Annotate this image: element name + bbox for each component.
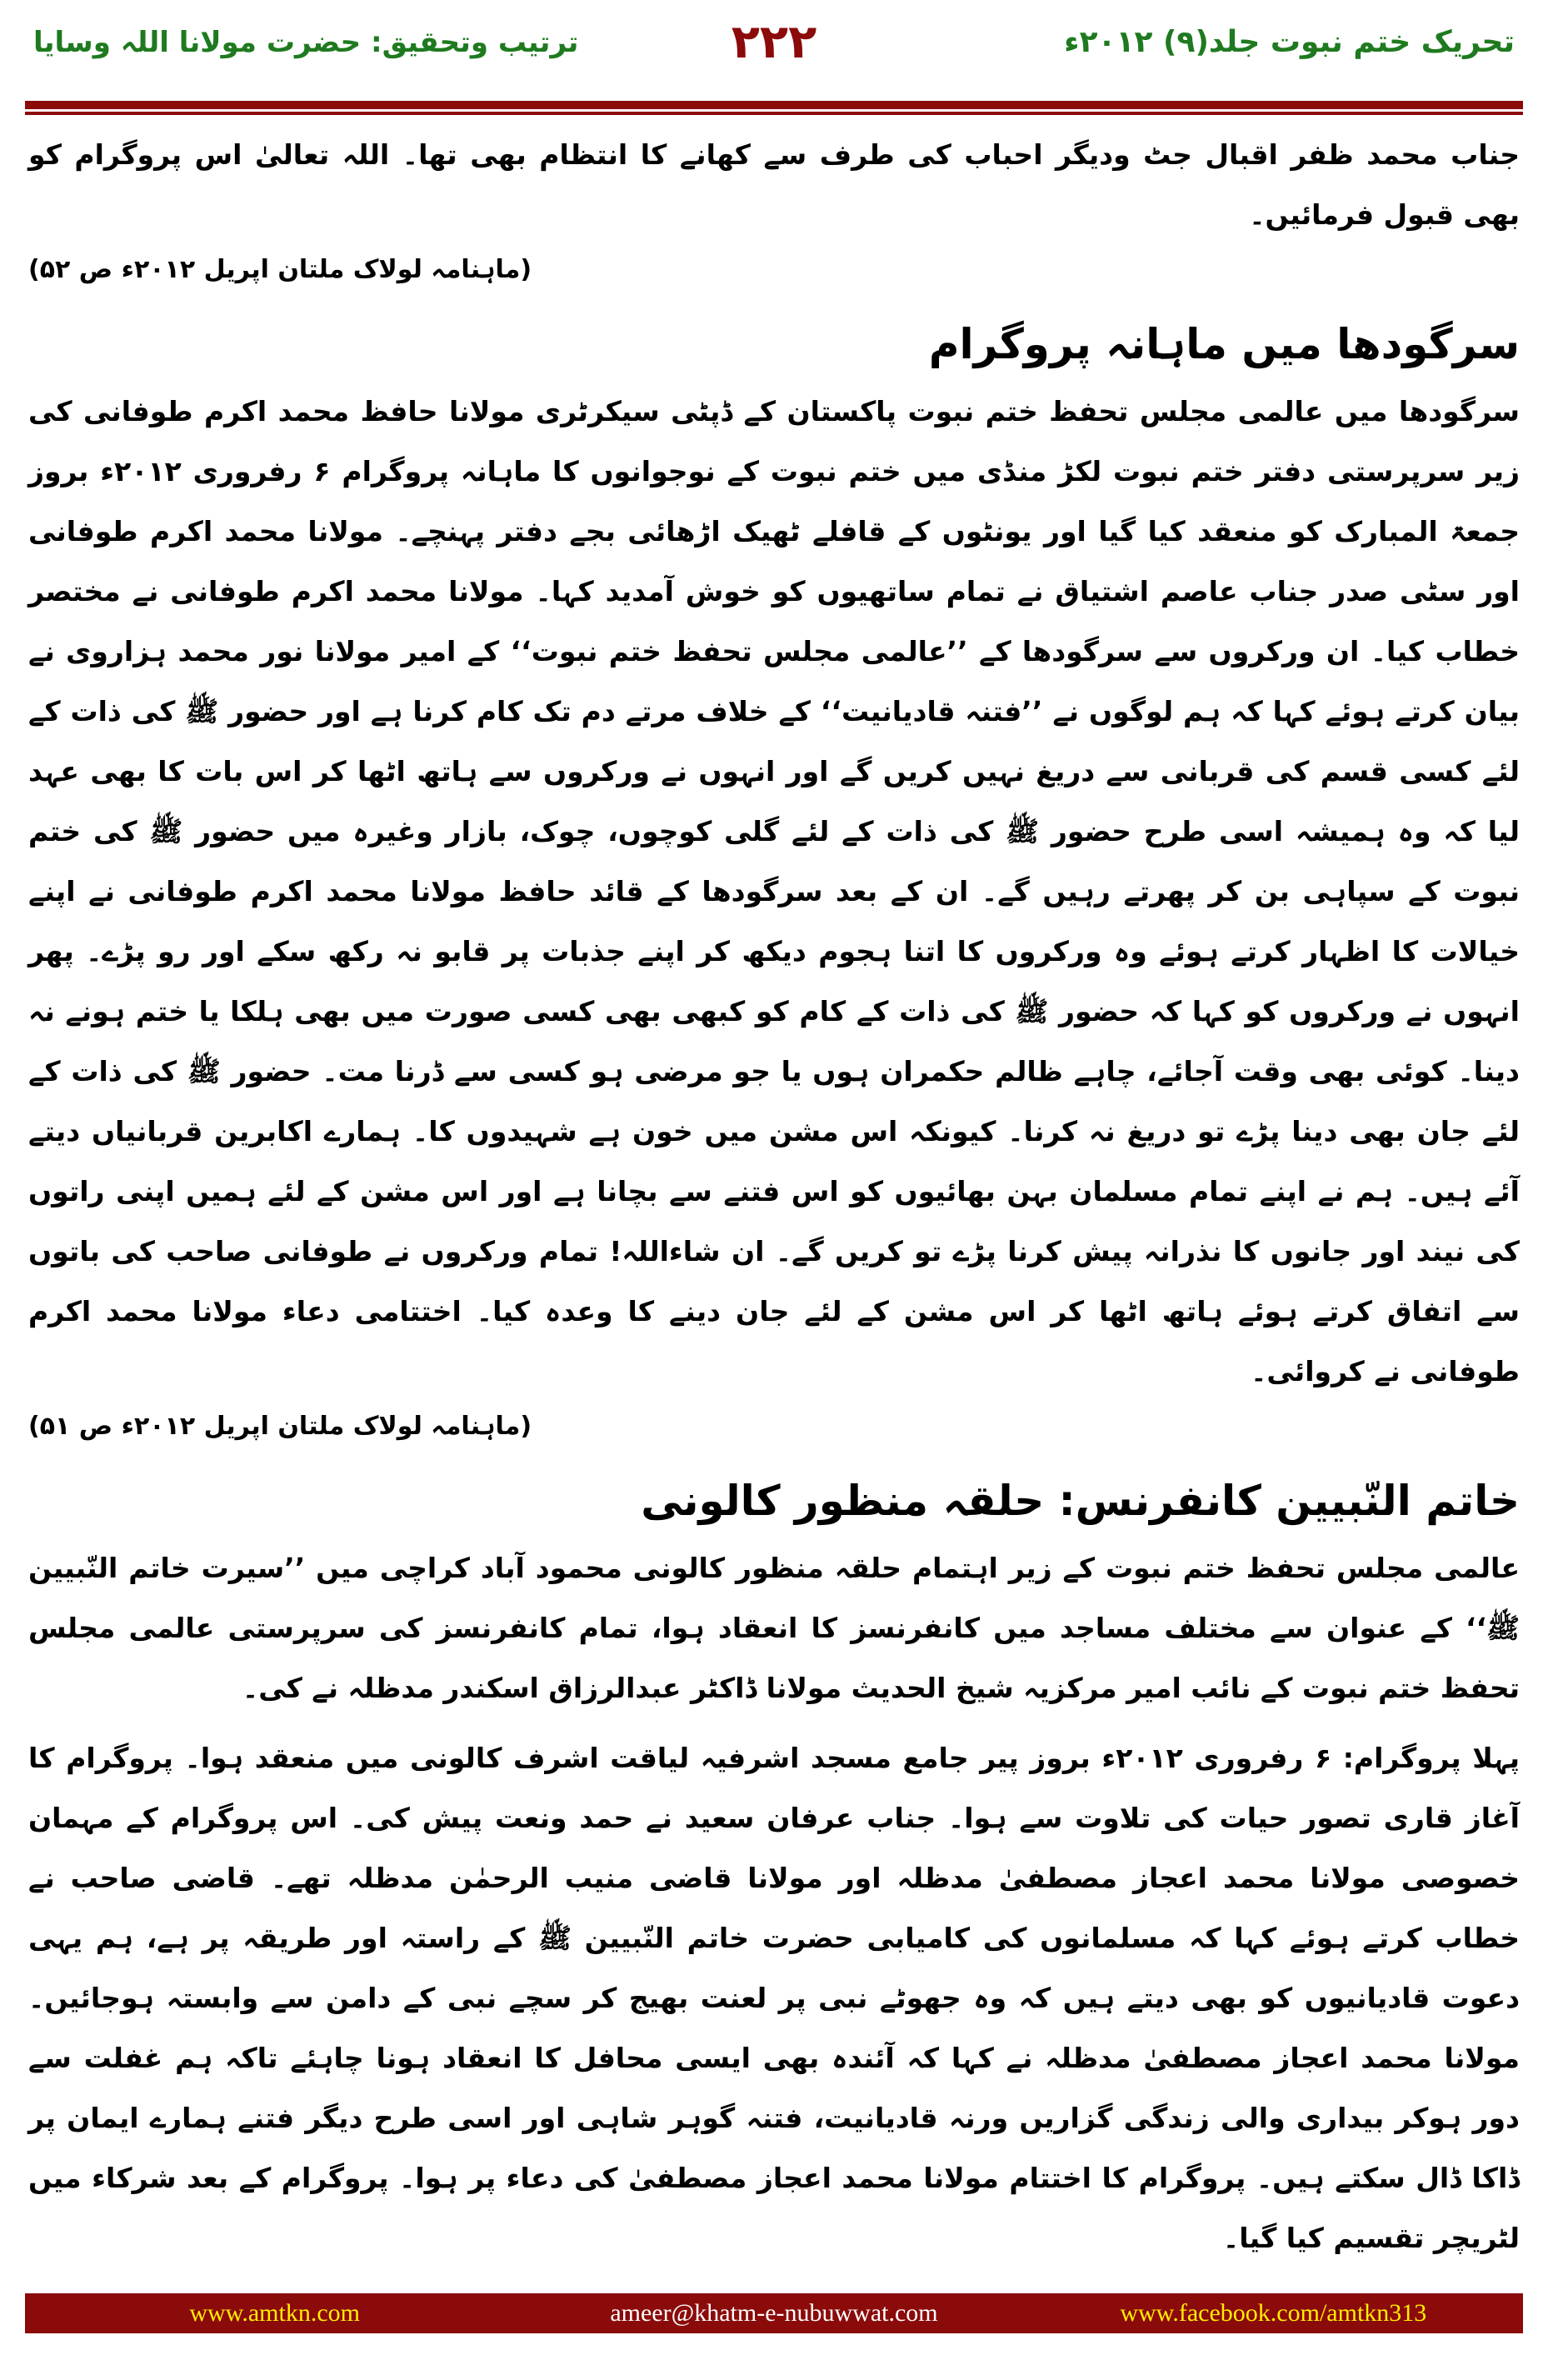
section-paragraph-sargodha: سرگودھا میں عالمی مجلس تحفظ ختم نبوت پاکستان کے ڈپٹی سیکرٹری مولانا حافظ محمد اکرم طوفانی کی زیر سرپرستی دفتر ختم نبوت لکڑ منڈی میں ختم نبوت کے نوجوانوں کا ماہانہ پروگرام ۶ رفروری ۲۰۱۲ء بروز جمعۃ المبارک کو منعقد کیا گیا اور یونٹوں کے قافلے ٹھیک اڑھائی بجے دفتر پہنچے۔ مولانا محمد اکرم طوفانی اور سٹی صدر جناب عاصم اشتیاق نے تمام ساتھیوں کو خوش آمدید کہا۔ مولانا محمد اکرم طوفانی نے مختصر خطاب کیا۔ ان ورکروں سے سرگودھا کے ’’عالمی مجلس تحفظ ختم نبوت‘‘ کے امیر مولانا نور محمد ہزاروی نے بیان کرتے ہوئے کہا کہ ہم لوگوں نے ’’فتنہ قادیانیت‘‘ کے خلاف مرتے دم تک کام کرنا ہے اور حضور ﷺ کی ذات کے لئے کسی قسم کی قربانی سے دریغ نہیں کریں گے اور انہوں نے ورکروں سے ہاتھ اٹھا کر اس بات کا بھی عہد لیا کہ وہ ہمیشہ اسی طرح حضور ﷺ کی ذات کے لئے گلی کوچوں، چوک، بازار وغیرہ میں حضور ﷺ کی ختم نبوت کے سپاہی بن کر پھرتے رہیں گے۔ ان کے بعد سرگودھا کے قائد حافظ مولانا محمد اکرم طوفانی نے اپنے خیالات کا اظہار کرتے ہوئے وہ ورکروں کا اتنا ہجوم دیکھ کر اپنے جذبات پر قابو نہ رکھ سکے اور رو پڑے۔ پھر انہوں نے ورکروں کو کہا کہ حضور ﷺ کی ذات کے کام کو کبھی بھی کسی صورت میں بھی ہلکا یا ختم ہونے نہ دینا۔ کوئی بھی وقت آجائے، چاہے ظالم حکمران ہوں یا جو مرضی ہو کسی سے ڈرنا مت۔ حضور ﷺ کی ذات کے لئے جان بھی دینا پڑے تو دریغ نہ کرنا۔ کیونکہ اس مشن میں خون ہے شہیدوں کا۔ ہمارے اکابرین قربانیاں دیتے آئے ہیں۔ ہم نے اپنے تمام مسلمان بہن بھائیوں کو اس فتنے سے بچانا ہے اور اس مشن کے لئے ہمیں اپنی راتوں کی نیند اور جانوں کا نذرانہ پیش کرنا پڑے تو کریں گے۔ ان شاءاللہ! تمام ورکروں نے طوفانی صاحب کی باتوں سے اتفاق کرتے ہوئے ہاتھ اٹھا کر اس مشن کے لئے جان دینے کا وعدہ کیا۔ اختتامی دعاء مولانا محمد اکرم طوفانی نے کروائی۔ xyxy=(28,395,1520,1388)
section-heading-sargodha: سرگودھا میں ماہانہ پروگرام xyxy=(928,320,1520,368)
section-citation: (ماہنامہ لولاک ملتان اپریل ۲۰۱۲ء ص ۵۱) xyxy=(28,1412,532,1441)
header-divider-thick xyxy=(25,101,1523,109)
section-heading-conference: خاتم النّبیین کانفرنس: حلقہ منظور کالونی xyxy=(641,1477,1520,1525)
website-link[interactable]: www.amtkn.com xyxy=(189,2299,360,2327)
email-link[interactable]: ameer@khatm-e-nubuwwat.com xyxy=(610,2299,938,2327)
footer-wrapper xyxy=(0,2293,1548,2380)
compiler-credit: ترتیب وتحقیق: حضرت مولانا اللہ وسایا xyxy=(33,26,579,59)
intro-citation: (ماہنامہ لولاک ملتان اپریل ۲۰۱۲ء ص ۵۲) xyxy=(28,255,532,284)
footer-bar xyxy=(25,2293,1523,2333)
intro-text: جناب محمد ظفر اقبال جٹ ودیگر احباب کی طرف سے کھانے کا انتظام بھی تھا۔ اللہ تعالیٰ اس پروگرام کو بھی قبول فرمائیں۔ xyxy=(28,138,1520,231)
page-header xyxy=(0,0,1548,125)
page-number: ۲۲۲ xyxy=(731,15,817,69)
book-title: تحریک ختم نبوت جلد(۹) ۲۰۱۲ء xyxy=(1064,25,1515,59)
facebook-link[interactable]: www.facebook.com/amtkn313 xyxy=(1120,2299,1427,2327)
page-body xyxy=(0,125,1548,2293)
first-program-paragraph: پہلا پروگرام: ۶ رفروری ۲۰۱۲ء بروز پیر جامع مسجد اشرفیہ لیاقت اشرف کالونی میں منعقد ہوا۔ پروگرام کا آغاز قاری تصور حیات کی تلاوت سے ہوا۔ جناب عرفان سعید نے حمد ونعت پیش کی۔ اس پروگرام کے مہمان خصوصی مولانا محمد اعجاز مصطفیٰ مدظلہ اور مولانا قاضی منیب الرحمٰن مدظلہ تھے۔ قاضی صاحب نے خطاب کرتے ہوئے کہا کہ مسلمانوں کی کامیابی حضرت خاتم النّبیین ﷺ کے راستہ اور طریقہ پر ہے، ہم یہی دعوت قادیانیوں کو بھی دیتے ہیں کہ وہ جھوٹے نبی پر لعنت بھیج کر سچے نبی کے دامن سے وابستہ ہوجائیں۔ مولانا محمد اعجاز مصطفیٰ مدظلہ نے کہا کہ آئندہ بھی ایسی محافل کا انعقاد ہونا چاہئے تاکہ ہم غفلت سے دور ہوکر بیداری والی زندگی گزاریں ورنہ قادیانیت، فتنہ گوہر شاہی اور اسی طرح دیگر فتنے ہمارے ایمان پر ڈاکا ڈال سکتے ہیں۔ پروگرام کا اختتام مولانا محمد اعجاز مصطفیٰ کی دعاء پر ہوا۔ پروگرام کے بعد شرکاء میں لٹریچر تقسیم کیا گیا۔ xyxy=(28,1742,1520,2254)
conference-intro-paragraph: عالمی مجلس تحفظ ختم نبوت کے زیر اہتمام حلقہ منظور کالونی محمود آباد کراچی میں ’’سیرت خاتم النّبیین ﷺ‘‘ کے عنوان سے مختلف مساجد میں کانفرنسز کا انعقاد ہوا، تمام کانفرنسز کی سرپرستی عالمی مجلس تحفظ ختم نبوت کے نائب امیر مرکزیہ شیخ الحدیث مولانا ڈاکٹر عبدالرزاق اسکندر مدظلہ نے کی۔ xyxy=(28,1552,1520,1704)
header-divider-thin xyxy=(25,112,1523,115)
